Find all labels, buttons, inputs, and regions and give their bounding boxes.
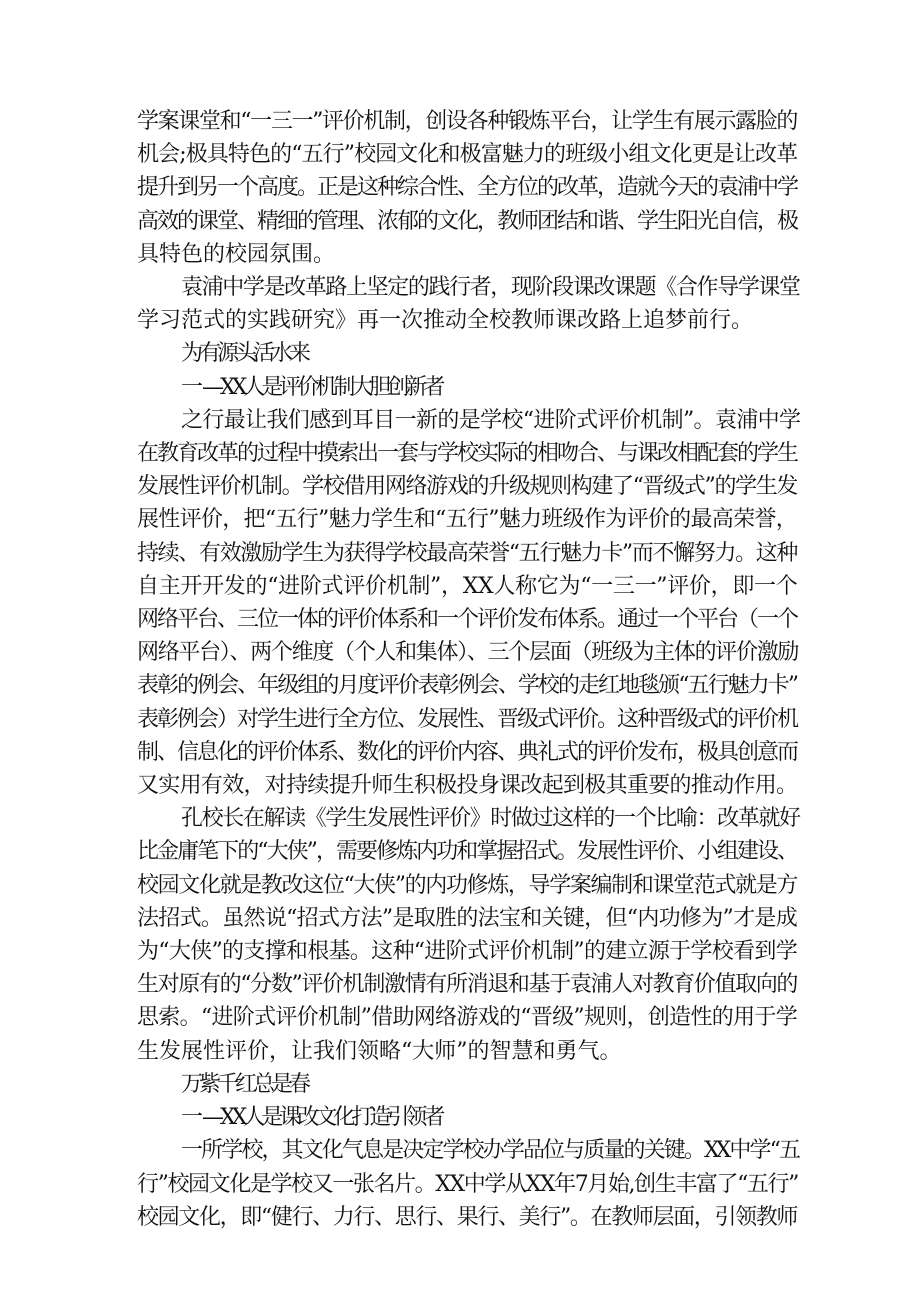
paragraph: [137, 105, 797, 271]
text-line: 校园文化，即“健行、力行、思行、果行、美行”。在教师层面，引领教师: [137, 1204, 797, 1230]
text-line: 表彰例会）对学生进行全方位、发展性、晋级式评价。这种晋级式的评价机: [137, 706, 798, 732]
text-line: 法招式。虽然说“招式方法”是取胜的法宝和关键，但“内功修为”才是成: [137, 905, 797, 931]
text-line: 一 —XX人是课改文化打造引领者: [181, 1105, 442, 1131]
text-line: 机会;极具特色的“五行”校园文化和极富魅力的班级小组文化更是让改革: [137, 142, 798, 168]
paragraph: [137, 802, 797, 1068]
text-line: 制、信息化的评价体系、数化的评价内容、典礼式的评价发布，极具创意而: [137, 739, 798, 765]
paragraph: [137, 404, 797, 802]
text-line: 提升到另一个高度。正是这种综合性、全方位的改革，造就今天的袁浦中学: [137, 175, 798, 201]
section-subheading: [137, 1101, 797, 1134]
text-line: 生发展性评价，让我们领略“大师”的智慧和勇气。: [137, 1038, 622, 1064]
text-line: 比金庸笔下的“大侠”，需要修炼内功和掌握招式。发展性评价、小组建设、: [137, 839, 797, 865]
text-line: 学案课堂和“一三一”评价机制，创设各种锻炼平台，让学生有展示露脸的: [137, 109, 797, 134]
text-line: 在教育改革的过程中摸索出一套与学校实际的相吻合、与课改相配套的学生: [137, 441, 798, 467]
text-line: 高效的课堂、精细的管理、浓郁的文化，教师团结和谐、学生阳光自信，极: [137, 208, 798, 234]
section-subheading: [137, 371, 797, 404]
text-line: 生对原有的“分数”评价机制激情有所消退和基于袁浦人对教育价值取向的: [137, 972, 797, 998]
text-line: 具特色的校园氛围。: [137, 241, 336, 267]
text-line: 发展性评价机制。学校借用网络游戏的升级规则构建了“晋级式”的学生发: [137, 474, 797, 500]
text-line: 学习范式的实践研究》再一次推动全校教师课改路上追梦前行。: [137, 308, 754, 334]
section-heading: [137, 337, 797, 370]
text-line: 为“大侠”的支撑和根基。这种“进阶式评价机制”的建立源于学校看到学: [137, 939, 797, 965]
text-line: 一 —XX人是评价机制大胆创新者: [181, 374, 442, 400]
text-line: 为有源头活水来: [181, 341, 308, 367]
text-line: 又实用有效，对持续提升师生积极投身课改起到极其重要的推动作用。: [137, 773, 798, 799]
text-line: 之行最让我们感到耳目一新的是学校“进阶式评价机制”。袁浦中学: [181, 407, 797, 433]
text-line: 网络平台、三位一体的评价体系和一个评价发布体系。通过一个平台（一个: [137, 607, 798, 633]
text-line: 万紫千红总是春: [181, 1071, 308, 1097]
text-line: 表彰的例会、年级组的月度评价表彰例会、学校的走红地毯颁“五行魅力卡”: [137, 673, 797, 699]
text-line: 孔校长在解读《学生发展性评价》时做过这样的一个比喻：改革就好: [181, 806, 797, 832]
paragraph: [137, 271, 797, 337]
document-body: [137, 105, 797, 1234]
text-line: 一所学校，其文化气息是决定学校办学品位与质量的关键。XX中学“五: [181, 1138, 797, 1164]
text-line: 袁浦中学是改革路上坚定的践行者，现阶段课改课题《合作导学课堂: [181, 275, 797, 301]
section-heading: [137, 1068, 797, 1101]
text-line: 自主开开发的“进阶式评价机制”，XX人称它为“一三一”评价，即一个: [137, 573, 798, 599]
paragraph: [137, 1134, 797, 1234]
text-line: 网络平台）、两个维度（个人和集体）、三个层面（班级为主体的评价激励: [137, 640, 799, 666]
text-line: 思索。“进阶式评价机制”借助网络游戏的“晋级”规则，创造性的用于学: [137, 1005, 797, 1031]
text-line: 展性评价，把“五行”魅力学生和“五行”魅力班级作为评价的最高荣誉，: [137, 507, 797, 533]
text-line: 校园文化就是教改这位“大侠”的内功修炼，导学案编制和课堂范式就是方: [137, 872, 797, 898]
text-line: 持续、有效激励学生为获得学校最高荣誉“五行魅力卡”而不懈努力。这种: [137, 540, 797, 566]
text-line: 行”校园文化是学校又一张名片。XX中学从XX年7月始,创生丰富了“五行”: [137, 1171, 798, 1197]
